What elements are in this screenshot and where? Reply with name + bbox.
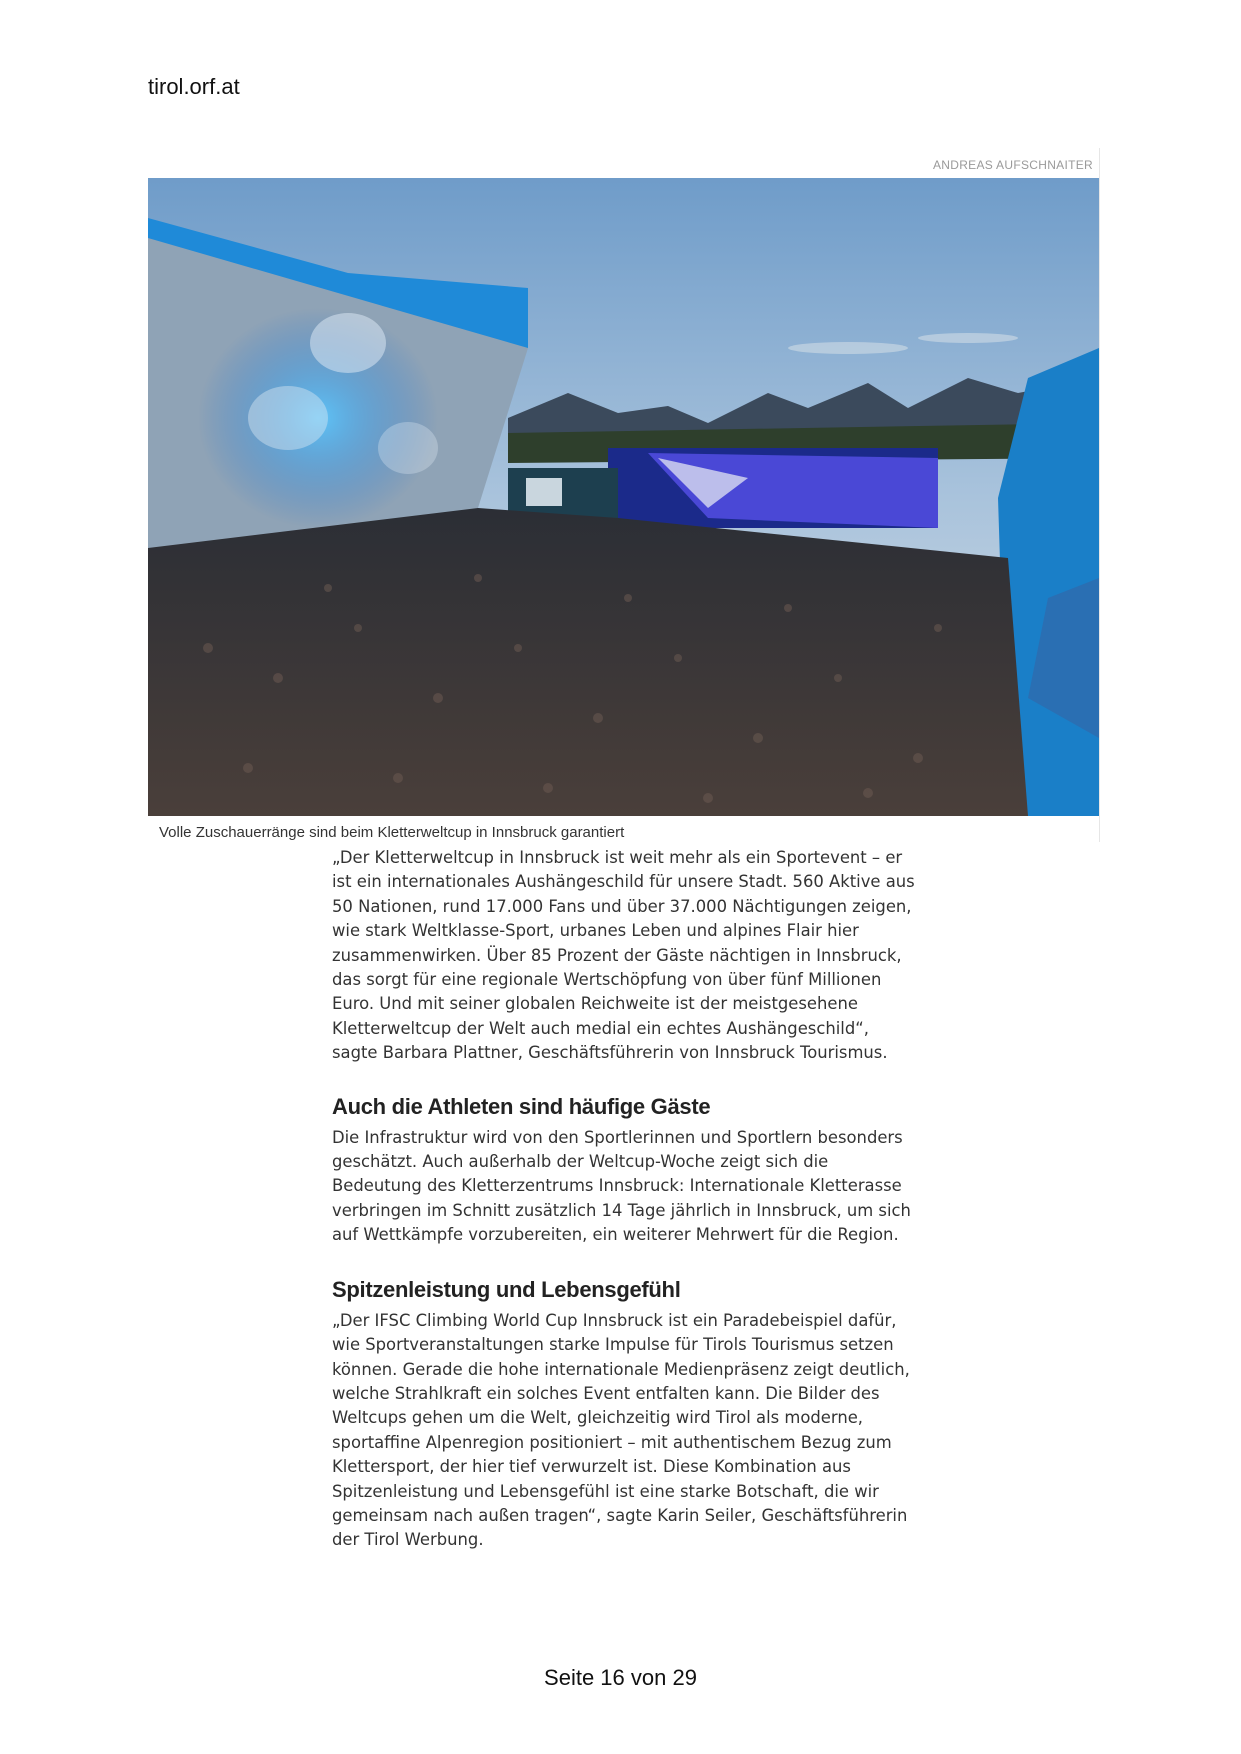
photo-credit: ANDREAS AUFSCHNAITER bbox=[932, 158, 1093, 172]
article-photo bbox=[148, 178, 1099, 816]
paragraph-infrastructure: Die Infrastruktur wird von den Sportlerinnen und Sportlern besonders geschätzt. Auch außerhalb der Weltcup-Woche zeigt sich die Bedeutung des Kletterzentrums Innsbruck: Internationale Kletterasse verbringen im Schnitt zusätzlich 14 Tage jährlich in Innsbruck, um sich auf Wettkämpfe vorzubereiten, ein weiterer Mehrwert für die Region. bbox=[332, 1127, 911, 1245]
photo-illustration bbox=[148, 178, 1099, 816]
site-name: tirol.orf.at bbox=[148, 74, 240, 99]
paragraph-quote-seiler: „Der IFSC Climbing World Cup Innsbruck ist ein Paradebeispiel dafür, wie Sportveranstaltungen starke Impulse für Tirols Tourismus setzen können. Gerade die hohe internationale Medienpräsenz zeigt deutlich, welche Strahlkraft ein solches Event entfalten kann. Die Bilder des Weltcups gehen um die Welt, gleichzeitig wird Tirol als moderne, sportaffine Alpenregion positioniert – mit authentischem Bezug zum Klettersport, der hier tief verwurzelt ist. Diese Kombination aus Spitzenleistung und Lebensgefühl ist eine starke Botschaft, die wir gemeinsam nach außen tragen“, sagte Karin Seiler, Geschäftsführerin der Tirol Werbung. bbox=[332, 1310, 910, 1550]
photo-caption: Volle Zuschauerränge sind beim Kletterweltcup in Innsbruck garantiert bbox=[159, 824, 625, 841]
paragraph-quote-plattner: „Der Kletterweltcup in Innsbruck ist weit mehr als ein Sportevent – er ist ein internationales Aushängeschild für unsere Stadt. 560 Aktive aus 50 Nationen, rund 17.000 Fans und über 37.000 Nächtigungen zeigen, wie stark Weltklasse-Sport, urbanes Leben und alpines Flair hier zusammenwirken. Über 85 Prozent der Gäste nächtigen in Innsbruck, das sorgt für eine regionale Wertschöpfung von über fünf Millionen Euro. Und mit seiner globalen Reichweite ist der meistgesehene Kletterweltcup der Welt auch medial ein echtes Aushängeschild“, sagte Barbara Plattner, Geschäftsführerin von Innsbruck Tourismus. bbox=[332, 848, 915, 1063]
heading-athletes: Auch die Athleten sind häufige Gäste bbox=[332, 1093, 711, 1119]
article-body bbox=[332, 846, 932, 1553]
page-number: Seite 16 von 29 bbox=[544, 1665, 697, 1690]
heading-lifestyle: Spitzenleistung und Lebensgefühl bbox=[332, 1276, 681, 1302]
